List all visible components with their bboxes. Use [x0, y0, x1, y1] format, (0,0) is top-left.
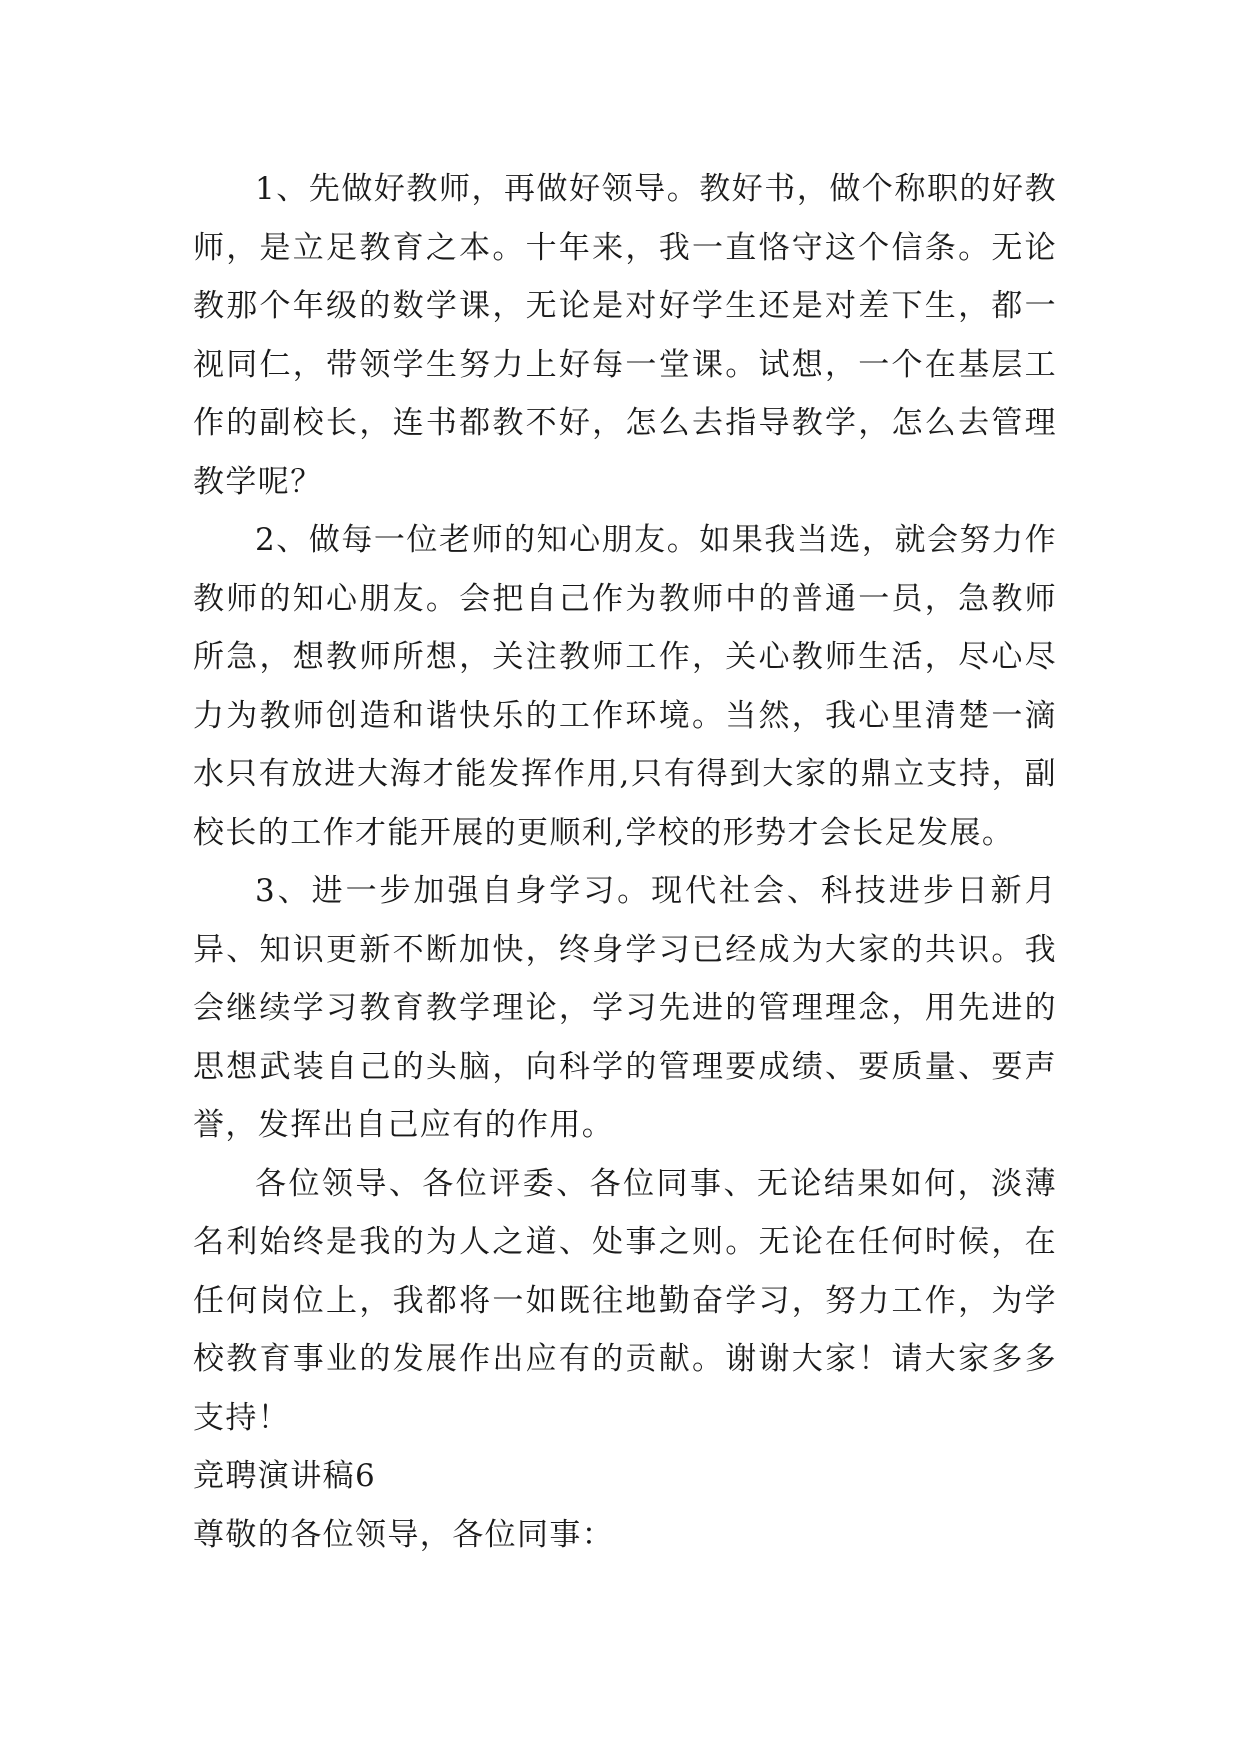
paragraph-2: 2、做每一位老师的知心朋友。如果我当选，就会努力作教师的知心朋友。会把自己作为教师中的普通一员，急教师所急，想教师所想，关注教师工作，关心教师生活，尽心尽力为教师创造和谐快乐的工作环境。当然，我心里清楚一滴水只有放进大海才能发挥作用,只有得到大家的鼎立支持，副校长的工作才能开展的更顺利,学校的形势才会长足发展。	[193, 522, 1057, 851]
paragraph-1: 1、先做好教师，再做好领导。教好书，做个称职的好教师，是立足教育之本。十年来，我一直恪守这个信条。无论教那个年级的数学课，无论是对好学生还是对差下生，都一视同仁，带领学生努力上好每一堂课。试想，一个在基层工作的副校长，连书都教不好，怎么去指导教学，怎么去管理教学呢？	[193, 171, 1057, 500]
paragraph-3: 3、进一步加强自身学习。现代社会、科技进步日新月异、知识更新不断加快，终身学习已经成为大家的共识。我会继续学习教育教学理论，学习先进的管理理念，用先进的思想武装自己的头脑，向科学的管理要成绩、要质量、要声誉，发挥出自己应有的作用。	[193, 873, 1057, 1143]
salutation: 尊敬的各位领导，各位同事：	[193, 1516, 615, 1553]
speech-heading: 竞聘演讲稿6	[193, 1458, 377, 1494]
document-body	[193, 160, 1057, 1564]
paragraph-closing: 各位领导、各位评委、各位同事、无论结果如何，淡薄名利始终是我的为人之道、处事之则。无论在任何时候，在任何岗位上，我都将一如既往地勤奋学习，努力工作，为学校教育事业的发展作出应有的贡献。谢谢大家！请大家多多支持！	[193, 1165, 1057, 1436]
